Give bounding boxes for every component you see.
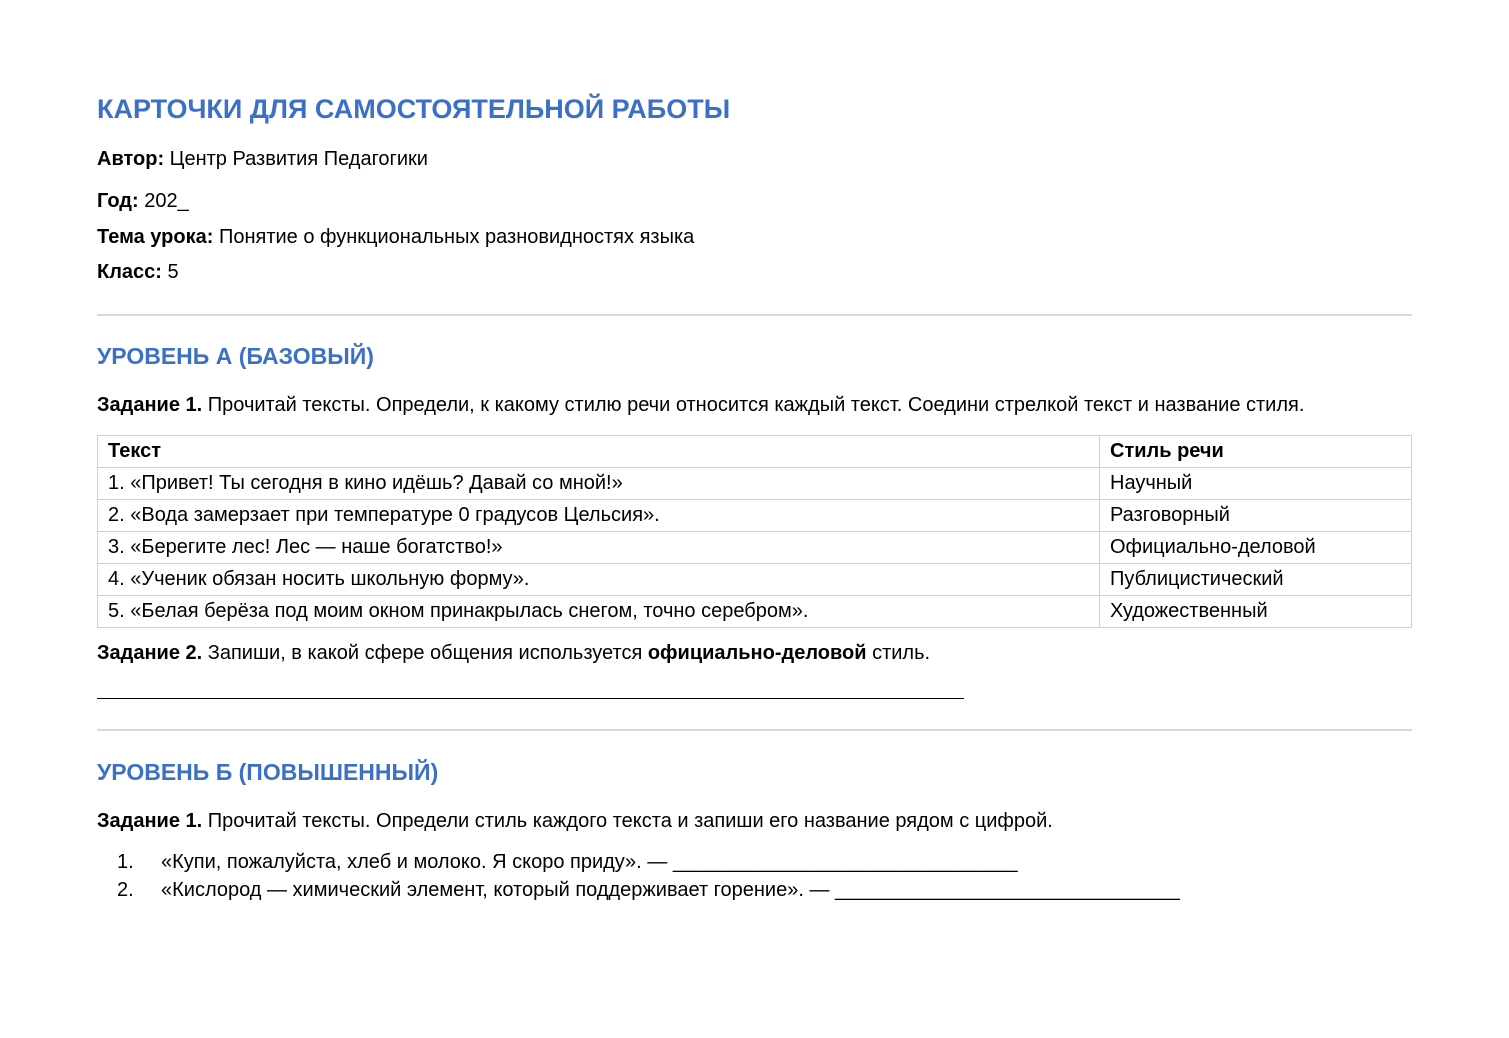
task-text-end: стиль. [866,642,931,664]
column-header-style: Стиль речи [1100,436,1412,468]
table-row [98,596,1412,628]
year-value: 202_ [138,190,189,212]
year-line [97,190,189,213]
task-label: Задание 1. [97,810,203,832]
section-divider [97,729,1412,731]
style-cell: Научный [1100,468,1412,500]
level-a-task1 [97,394,1304,417]
table-row [98,468,1412,500]
task-text: Прочитай тексты. Определи стиль каждого текста и запиши его название рядом с цифрой. [202,810,1053,832]
topic-value: Понятие о функциональных разновидностях языка [213,226,695,248]
matching-table [97,435,1412,628]
task-text: Запиши, в какой сфере общения используется [202,642,648,664]
grade-label: Класс: [97,261,162,283]
table-row [98,500,1412,532]
list-item-number: 2. [117,879,134,901]
table-header-row [98,436,1412,468]
list-item-text: «Купи, пожалуйста, хлеб и молоко. Я скоро приду». — _______________________________ [161,851,1018,873]
text-cell: 2. «Вода замерзает при температуре 0 градусов Цельсия». [98,500,1100,532]
column-header-text: Текст [98,436,1100,468]
text-cell: 1. «Привет! Ты сегодня в кино идёшь? Давай со мной!» [98,468,1100,500]
grade-value: 5 [161,261,179,283]
year-label: Год: [97,190,139,212]
grade-line [97,261,179,284]
topic-line [97,226,694,249]
table-row [98,532,1412,564]
author-value: Центр Развития Педагогики [164,148,428,170]
style-cell: Художественный [1100,596,1412,628]
style-cell: Разговорный [1100,500,1412,532]
list-item-text: «Кислород — химический элемент, который поддерживает горение». — _______________________________ [161,879,1180,901]
level-a-title: УРОВЕНЬ А (БАЗОВЫЙ) [97,343,374,369]
task-label: Задание 1. [97,394,203,416]
section-divider [97,314,1412,316]
author-label: Автор: [97,148,165,170]
topic-label: Тема урока: [97,226,214,248]
answer-line [97,698,964,699]
style-cell: Публицистический [1100,564,1412,596]
author-line [97,148,428,171]
task-label: Задание 2. [97,642,203,664]
level-b-task1 [97,810,1053,833]
level-b-title: УРОВЕНЬ Б (ПОВЫШЕННЫЙ) [97,759,439,785]
list-item-number: 1. [117,851,134,873]
style-cell: Официально-деловой [1100,532,1412,564]
table-row [98,564,1412,596]
task-text: Прочитай тексты. Определи, к какому стилю речи относится каждый текст. Соедини стрелкой текст и название стиля. [202,394,1305,416]
text-cell: 4. «Ученик обязан носить школьную форму». [98,564,1100,596]
text-cell: 3. «Берегите лес! Лес — наше богатство!» [98,532,1100,564]
task-emphasis: официально-деловой [647,642,867,664]
document-title: КАРТОЧКИ ДЛЯ САМОСТОЯТЕЛЬНОЙ РАБОТЫ [97,94,731,124]
level-a-task2 [97,642,930,665]
text-cell: 5. «Белая берёза под моим окном принакрылась снегом, точно серебром». [98,596,1100,628]
